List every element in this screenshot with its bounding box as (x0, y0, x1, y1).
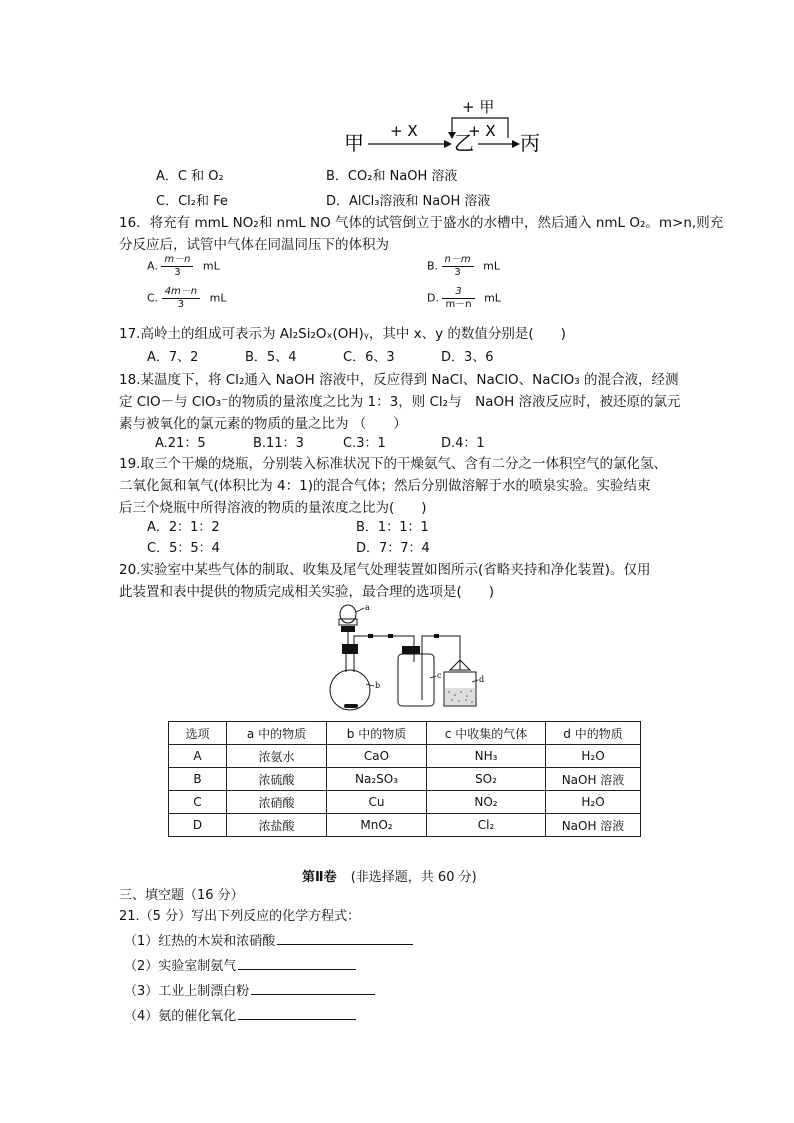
table-cell: C (169, 791, 227, 814)
table-cell: D (169, 814, 227, 837)
table-header: c 中收集的气体 (427, 722, 546, 745)
table-cell: NH₃ (427, 745, 546, 768)
q19-option-d: D．7：7：4 (356, 541, 430, 556)
section-title: 第Ⅱ卷 (302, 870, 337, 885)
q16-option-a: A. $\frac{m-n}{3}$ mL (147, 254, 220, 278)
flow-mid: 乙 (454, 131, 474, 155)
table-cell: H₂O (546, 791, 641, 814)
table-row (169, 814, 641, 837)
flow-back-label: + 甲 (462, 98, 495, 116)
table-cell: CaO (327, 745, 427, 768)
options-table (168, 721, 641, 837)
label-b: b (375, 681, 381, 690)
q17-option-d: D．3、6 (441, 350, 494, 365)
table-header: b 中的物质 (327, 722, 427, 745)
q17-option-c: C．6、3 (343, 350, 395, 365)
table-header: d 中的物质 (546, 722, 641, 745)
part-heading: 三、填空题（16 分） (119, 888, 244, 903)
q19-line3: 后三个烧瓶中所得溶液的物质的量浓度之比为( ) (119, 500, 427, 516)
flow-arrow1-label: + X (390, 122, 418, 140)
q17-option-a: A．7、2 (147, 350, 199, 365)
table-header: 选项 (169, 722, 227, 745)
q16-line2: 分反应后，试管中气体在同温同压下的体积为 (119, 237, 389, 253)
table-cell: Cl₂ (427, 814, 546, 837)
table-cell: Cu (327, 791, 427, 814)
q21-text: 21.（5 分）写出下列反应的化学方程式： (119, 909, 361, 924)
apparatus-diagram (326, 600, 496, 715)
q20-line1: 20.实验室中某些气体的制取、收集及尾气处理装置如图所示(省略夹持和净化装置)。仅用 (119, 562, 651, 578)
table-row (169, 791, 641, 814)
label-a: a (365, 603, 370, 612)
q19-option-c: C．5：5：4 (147, 541, 220, 556)
label-c: c (437, 671, 442, 680)
q16-line1: 16．将充有 mmL NO₂和 nmL NO 气体的试管倒立于盛水的水槽中，然后通入 nmL O₂。m>n,则充 (119, 215, 724, 231)
table-cell: SO₂ (427, 768, 546, 791)
table-cell: B (169, 768, 227, 791)
q19-line1: 19.取三个干燥的烧瓶，分别装入标准状况下的干燥氨气、含有二分之一体积空气的氯化氢、 (119, 456, 667, 472)
flow-end: 丙 (520, 131, 540, 155)
table-cell: NO₂ (427, 791, 546, 814)
q21-item-1: （1）红热的木炭和浓硝酸 (124, 930, 413, 949)
q18-option-c: C.3：1 (343, 436, 386, 451)
q19-option-b: B．1：1：1 (356, 520, 429, 535)
table-cell: 浓盐酸 (227, 814, 327, 837)
q16-option-d: D. $\frac{3}{m-n}$ mL (427, 286, 501, 310)
q21-item-2: （2）实验室制氨气 (124, 955, 356, 974)
table-row (169, 745, 641, 768)
reaction-flow-diagram (340, 92, 560, 158)
table-cell: NaOH 溶液 (546, 814, 641, 837)
table-cell: H₂O (546, 745, 641, 768)
table-cell: A (169, 745, 227, 768)
q18-line2: 定 ClO－与 ClO₃⁻的物质的量浓度之比为 1：3，则 Cl₂与 NaOH 溶液反应时，被还原的氯元 (119, 394, 681, 410)
flow-start: 甲 (344, 131, 364, 155)
section-subtitle: (非选择题，共 60 分) (350, 870, 477, 885)
table-cell: Na₂SO₃ (327, 768, 427, 791)
table-cell: 浓硫酸 (227, 768, 327, 791)
q15-option-d: D．AlCl₃溶液和 NaOH 溶液 (326, 194, 491, 209)
q16-option-b: B. $\frac{n-m}{3}$ mL (427, 254, 500, 278)
q16-option-c: C. $\frac{4m-n}{3}$ mL (147, 286, 227, 310)
flow-arrow2-label: + X (468, 122, 496, 140)
q15-option-c: C．Cl₂和 Fe (156, 194, 228, 209)
label-d: d (479, 675, 485, 684)
table-cell: 浓硝酸 (227, 791, 327, 814)
q18-option-d: D.4：1 (441, 436, 485, 451)
q15-option-b: B．CO₂和 NaOH 溶液 (326, 169, 458, 184)
q17-text: 17.高岭土的组成可表示为 Al₂Si₂Oₓ(OH)ᵧ，其中 x、y 的数值分别是( ) (119, 326, 566, 342)
q18-option-a: A.21：5 (155, 436, 206, 451)
table-header: a 中的物质 (227, 722, 327, 745)
table-header-row (169, 722, 641, 745)
table-cell: MnO₂ (327, 814, 427, 837)
q20-line2: 此装置和表中提供的物质完成相关实验，最合理的选项是( ) (119, 584, 495, 600)
q21-item-3: （3）工业上制漂白粉 (124, 980, 375, 999)
q21-item-4: （4）氨的催化氧化 (124, 1005, 356, 1024)
q18-line3: 素与被氧化的氯元素的物质的量之比为 （ ） (119, 416, 407, 432)
q19-line2: 二氧化氮和氧气(体积比为 4：1)的混合气体；然后分别做溶解于水的喷泉实验。实验结束 (119, 478, 651, 494)
q15-option-a: A．C 和 O₂ (156, 169, 224, 184)
table-cell: 浓氨水 (227, 745, 327, 768)
q19-option-a: A．2：1：2 (147, 520, 220, 535)
section-heading (302, 866, 477, 885)
table-cell: NaOH 溶液 (546, 768, 641, 791)
q18-line1: 18.某温度下，将 Cl₂通入 NaOH 溶液中，反应得到 NaCl、NaClO、NaClO₃ 的混合液，经测 (119, 372, 679, 388)
q18-option-b: B.11：3 (253, 436, 304, 451)
table-row (169, 768, 641, 791)
q17-option-b: B．5、4 (245, 350, 297, 365)
